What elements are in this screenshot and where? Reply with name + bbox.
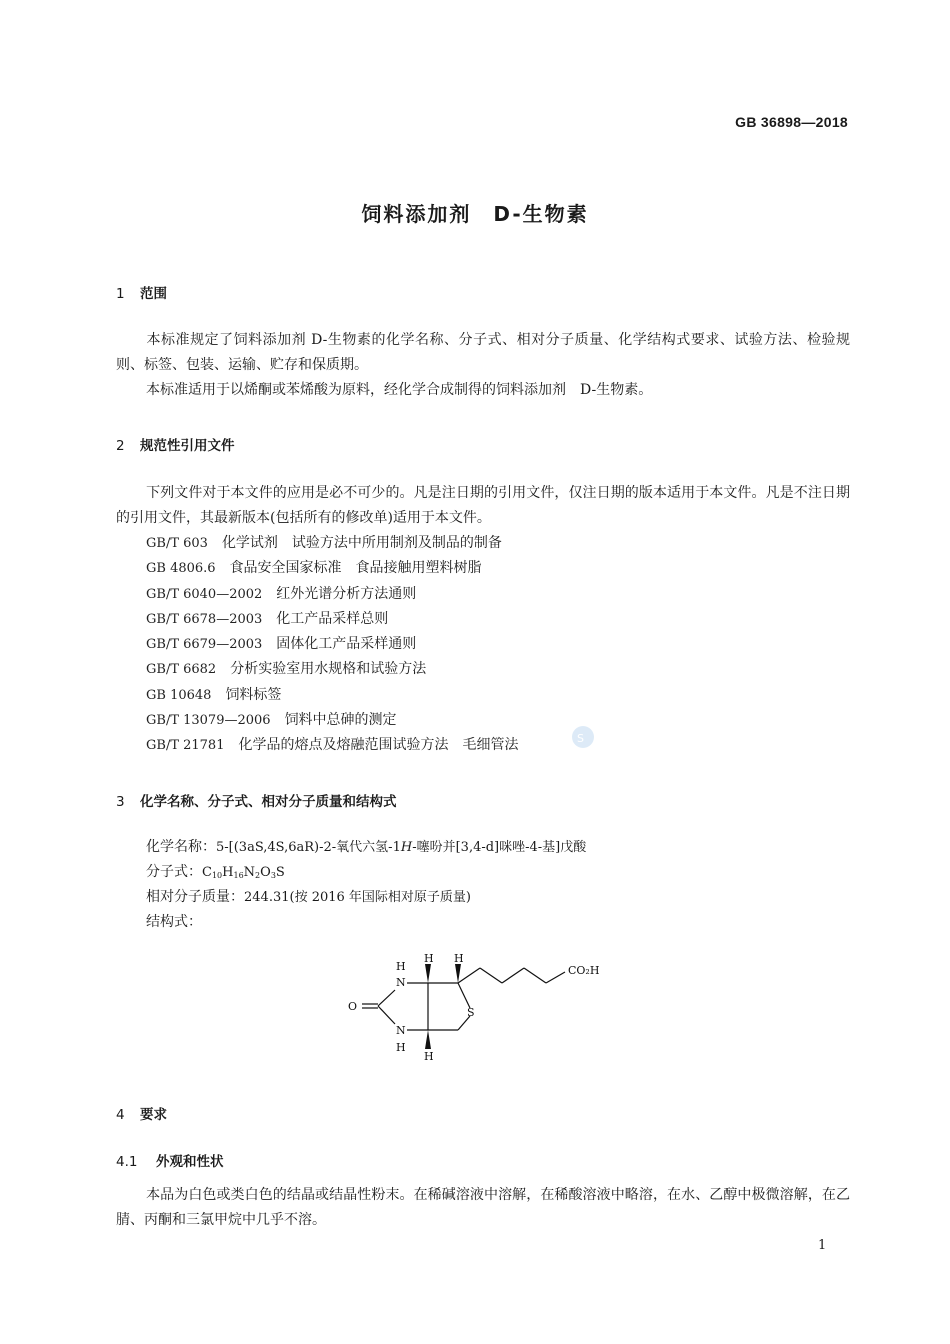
section-number: 1 — [116, 286, 125, 302]
section-1-paragraph-2: 本标准适用于以烯酮或苯烯酸为原料，经化学合成制得的饲料添加剂 D-生物素。 — [146, 382, 653, 398]
reference-item — [146, 531, 518, 556]
reference-code: GB/T 21781 — [146, 738, 225, 754]
structure-label-row — [146, 910, 586, 935]
svg-text:H: H — [424, 1050, 434, 1062]
reference-title: 化工产品采样总则 — [276, 610, 389, 627]
svg-text:H: H — [454, 952, 464, 965]
section-title: 要求 — [140, 1107, 167, 1123]
reference-code: GB/T 6040—2002 — [146, 586, 263, 602]
chemical-info — [146, 835, 586, 935]
chemical-name-part: -噻吩并[3,4-d]咪唑-4-基]戊酸 — [412, 840, 587, 855]
reference-title: 饲料中总砷的测定 — [284, 712, 397, 729]
svg-text:CO₂H: CO₂H — [568, 964, 600, 977]
section-number: 4.1 — [116, 1154, 138, 1170]
reference-code: GB/T 6678—2003 — [146, 611, 263, 627]
section-number: 2 — [116, 438, 125, 454]
svg-text:H: H — [396, 1041, 406, 1054]
svg-text:N: N — [396, 1024, 406, 1037]
reference-item — [146, 556, 518, 581]
svg-text:H: H — [424, 952, 434, 965]
molecular-mass-row — [146, 885, 586, 910]
watermark-logo-icon — [570, 724, 596, 750]
section-number: 3 — [116, 794, 125, 810]
reference-title: 红外光谱分析方法通则 — [276, 585, 417, 602]
section-1-paragraph-1: 本标准规定了饲料添加剂 D-生物素的化学名称、分子式、相对分子质量、化学结构式要求、试验方法、检验规则、标签、包装、运输、贮存和保质期。 — [116, 332, 850, 373]
reference-item — [146, 708, 518, 733]
reference-item — [146, 632, 518, 657]
svg-text:O: O — [348, 1000, 358, 1013]
reference-item — [146, 683, 518, 708]
section-4-1-paragraph: 本品为白色或类白色的结晶或结晶性粉末。在稀碱溶液中溶解，在稀酸溶液中略溶，在水、乙醇中极微溶解，在乙腈、丙酮和三氯甲烷中几乎不溶。 — [116, 1187, 850, 1228]
section-3-heading — [116, 790, 397, 810]
svg-text:H: H — [396, 960, 406, 973]
molecular-formula: $C_{10}H_{16}N_2O_3S$ — [202, 865, 285, 880]
reference-item — [146, 733, 518, 758]
chemical-name-row — [146, 835, 586, 860]
reference-code: GB/T 6679—2003 — [146, 637, 263, 653]
reference-code: GB 10648 — [146, 687, 212, 703]
section-2-heading — [116, 434, 235, 454]
reference-title: 分析实验室用水规格和试验方法 — [230, 661, 427, 678]
mass-label: 相对分子质量： — [146, 889, 244, 905]
molecular-formula-row — [146, 860, 586, 885]
document-title: 饲料添加剂 D-生物素 — [361, 202, 589, 226]
section-number: 4 — [116, 1107, 125, 1123]
svg-text:S: S — [577, 732, 584, 745]
reference-code: GB/T 13079—2006 — [146, 713, 271, 729]
reference-item — [146, 582, 518, 607]
svg-text:S: S — [467, 1006, 475, 1019]
mass-value: 244.31 — [244, 890, 290, 905]
section-2-paragraph: 下列文件对于本文件的应用是必不可少的。凡是注日期的引用文件，仅注日期的版本适用于本文件。凡是不注日期的引用文件，其最新版本(包括所有的修改单)适用于本文件。 — [116, 485, 850, 526]
reference-item — [146, 607, 518, 632]
section-title: 化学名称、分子式、相对分子质量和结构式 — [140, 794, 397, 810]
reference-title: 固体化工产品采样通则 — [276, 636, 417, 653]
reference-code: GB/T 603 — [146, 536, 208, 551]
svg-text:N: N — [396, 976, 406, 989]
section-title: 规范性引用文件 — [140, 438, 235, 454]
standard-code: GB 36898—2018 — [735, 114, 848, 130]
reference-item — [146, 657, 518, 682]
reference-title: 化学试剂 试验方法中所用制剂及制品的制备 — [221, 535, 502, 551]
section-4-1-heading — [116, 1150, 224, 1170]
chemical-name-part: 5-[(3aS,4S,6aR)-2-氧代六氢-1 — [216, 840, 401, 855]
reference-title: 饲料标签 — [225, 686, 282, 703]
section-title: 外观和性状 — [156, 1154, 224, 1170]
mass-note: (按 2016 年国际相对原子质量) — [289, 890, 471, 905]
reference-title: 化学品的熔点及熔融范围试验方法 毛细管法 — [238, 737, 519, 754]
normative-references-list — [146, 531, 518, 759]
reference-title: 食品安全国家标准 食品接触用塑料树脂 — [229, 560, 482, 577]
chemical-name-label: 化学名称： — [146, 839, 216, 855]
formula-label: 分子式： — [146, 864, 202, 880]
section-title: 范围 — [140, 286, 167, 302]
reference-code: GB/T 6682 — [146, 662, 217, 678]
biotin-structural-formula — [340, 950, 630, 1062]
section-4-heading — [116, 1103, 167, 1123]
section-1-heading — [116, 282, 167, 302]
structure-label: 结构式： — [146, 914, 202, 930]
page-number: 1 — [818, 1238, 827, 1253]
chemical-name-italic: H — [400, 840, 413, 855]
reference-code: GB 4806.6 — [146, 561, 216, 577]
